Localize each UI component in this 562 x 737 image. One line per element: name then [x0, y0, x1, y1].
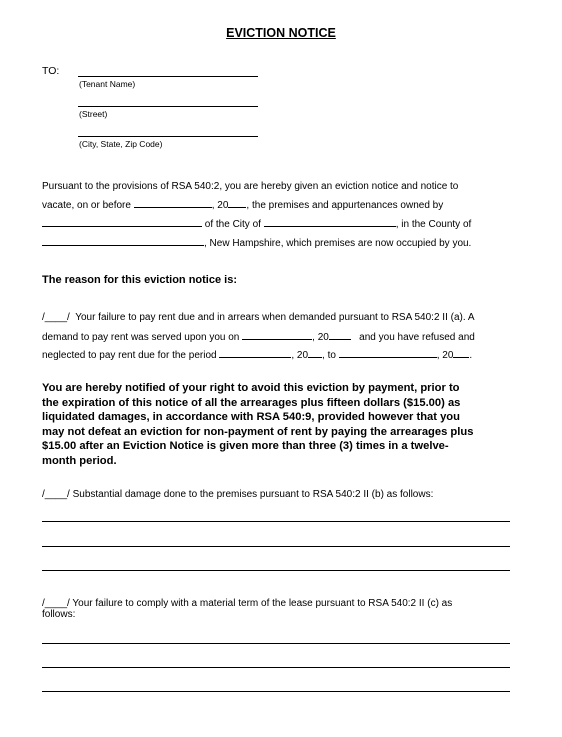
reason-a-line-1: /____/ Your failure to pay rent due and in arrears when demanded pursuant to RSA 540:2 II (a). A — [42, 312, 475, 323]
to-label: TO: — [42, 65, 60, 77]
period-end-year-blank[interactable] — [453, 346, 469, 358]
vacate-date-blank[interactable] — [134, 196, 212, 208]
street-caption: (Street) — [79, 109, 108, 119]
reason-c-checkbox[interactable]: /____/ — [42, 598, 70, 609]
reason-c-line-1: /____/ Your failure to comply with a material term of the lease pursuant to RSA 540:2 II (c) as — [42, 598, 453, 609]
city-blank[interactable] — [264, 215, 396, 227]
intro-line-1: Pursuant to the provisions of RSA 540:2, you are hereby given an eviction notice and notice to — [42, 181, 459, 192]
reason-a-checkbox[interactable]: /____/ — [42, 312, 70, 323]
city-state-zip-line[interactable] — [78, 136, 258, 137]
notice-line: liquidated damages, in accordance with RSA 540:9, provided however that you — [42, 411, 460, 424]
lease-term-line-3[interactable] — [42, 691, 510, 692]
reason-a-line-3: neglected to pay rent due for the period , 20 , to , 20 . — [42, 346, 472, 365]
intro-line-3: of the City of , in the County of — [42, 215, 471, 234]
tenant-name-line[interactable] — [78, 76, 258, 77]
period-end-blank[interactable] — [339, 346, 437, 358]
payment-notice-paragraph — [42, 381, 512, 469]
street-line[interactable] — [78, 106, 258, 107]
vacate-year-blank[interactable] — [228, 196, 246, 208]
damage-line-3[interactable] — [42, 570, 510, 571]
lease-term-line-2[interactable] — [42, 667, 510, 668]
owner-name-blank[interactable] — [42, 215, 202, 227]
document-title: EVICTION NOTICE — [226, 26, 336, 40]
tenant-name-caption: (Tenant Name) — [79, 79, 136, 89]
reason-b-line: /____/ Substantial damage done to the premises pursuant to RSA 540:2 II (b) as follows: — [42, 489, 434, 500]
county-blank[interactable] — [42, 234, 204, 246]
demand-year-blank[interactable] — [329, 328, 351, 340]
notice-line: may not defeat an eviction for non-payment of rent by paying the arrearages plus — [42, 425, 474, 438]
lease-term-line-1[interactable] — [42, 643, 510, 644]
period-start-year-blank[interactable] — [308, 346, 322, 358]
damage-line-1[interactable] — [42, 521, 510, 522]
reason-a-line-2: demand to pay rent was served upon you on , 20 and you have refused and — [42, 328, 475, 347]
city-state-zip-caption: (City, State, Zip Code) — [79, 139, 163, 149]
intro-line-4: , New Hampshire, which premises are now occupied by you. — [42, 234, 471, 253]
notice-line: the expiration of this notice of all the arrearages plus fifteen dollars ($15.00) as — [42, 396, 461, 409]
notice-line: $15.00 after an Eviction Notice is given more than three (3) times in a twelve- — [42, 440, 449, 453]
intro-line-2: vacate, on or before , 20 , the premises and appurtenances owned by — [42, 196, 443, 215]
demand-date-blank[interactable] — [242, 328, 312, 340]
notice-line: month period. — [42, 454, 117, 467]
notice-line: You are hereby notified of your right to avoid this eviction by payment, prior to — [42, 382, 460, 394]
damage-line-2[interactable] — [42, 546, 510, 547]
reason-heading: The reason for this eviction notice is: — [42, 274, 237, 286]
reason-c-line-2: follows: — [42, 609, 76, 620]
period-start-blank[interactable] — [219, 346, 291, 358]
reason-b-checkbox[interactable]: /____/ — [42, 489, 70, 500]
